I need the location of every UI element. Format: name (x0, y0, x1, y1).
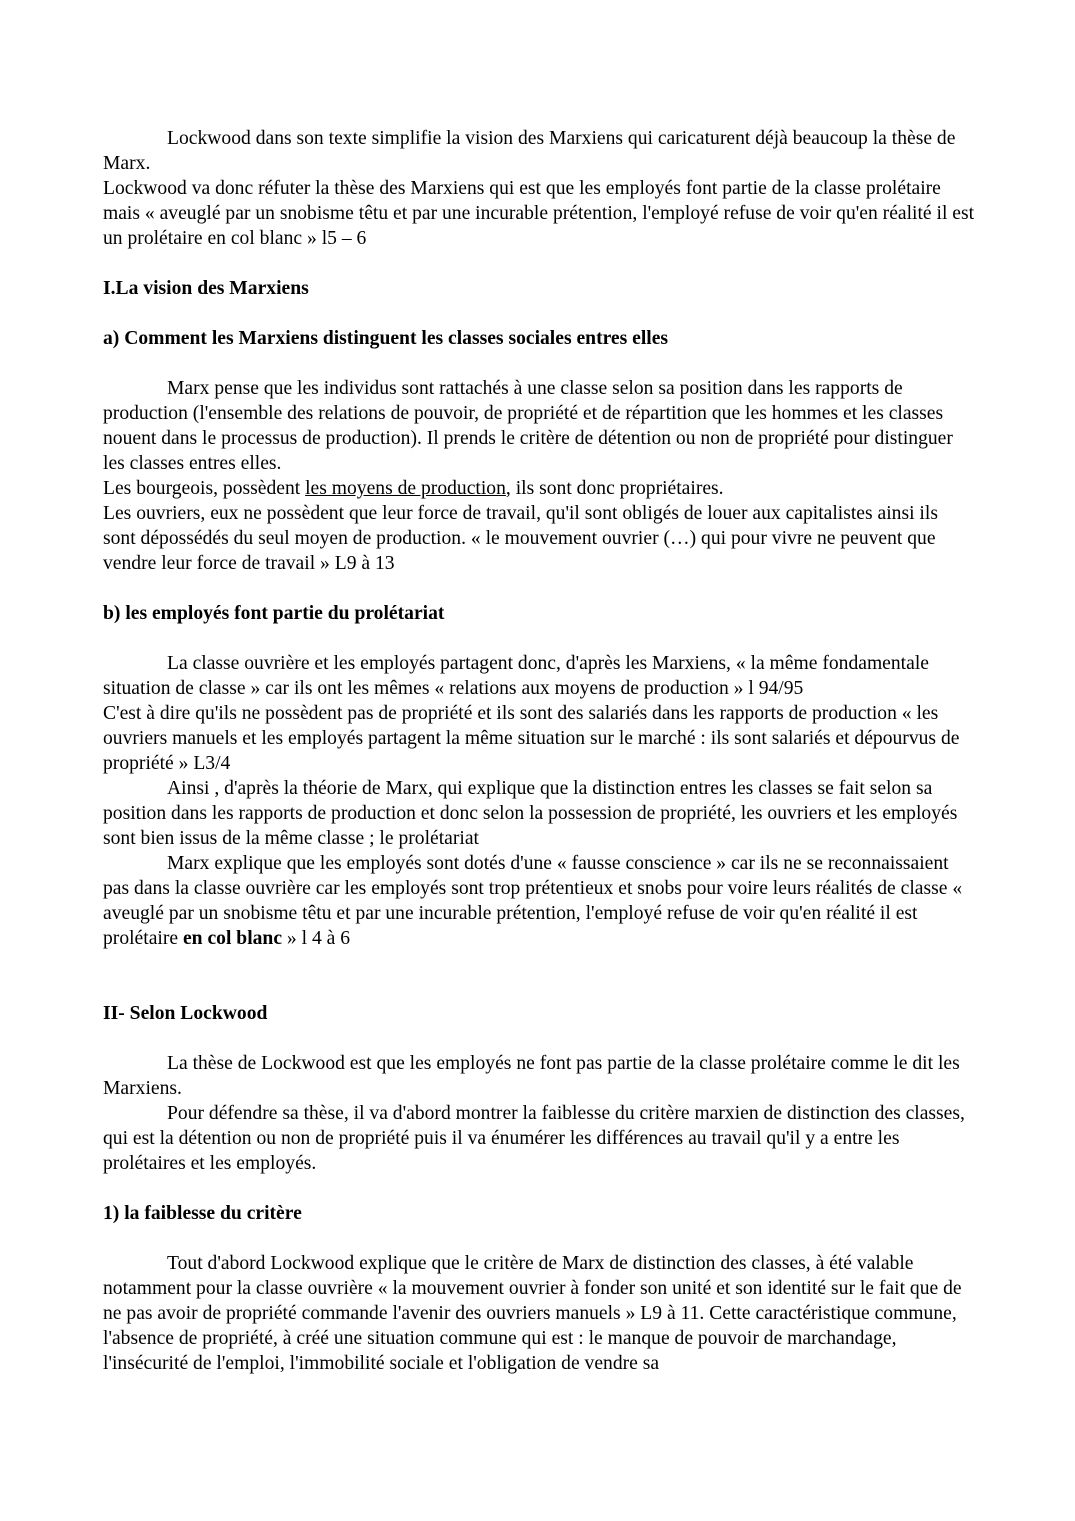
subsection-b-paragraph-3: Ainsi , d'après la théorie de Marx, qui explique que la distinction entres les classes se fait selon sa position dans les rapports de production et donc selon la possession de propriété, les ouvriers et les employés sont bien issus de la même classe ; le prolétariat (103, 778, 958, 849)
subsection-a-paragraph-2 (103, 476, 975, 501)
subsection-a-paragraph-3: Les ouvriers, eux ne possèdent que leur force de travail, qu'il sont obligés de louer aux capitalistes ainsi ils sont dépossédés du seul moyen de production. « le mouvement ouvrier (…) qui pour vivre ne peuvent que vendre leur force de travail » L9 à 13 (103, 503, 938, 574)
subsection-1-heading: 1) la faiblesse du critère (103, 1203, 302, 1224)
marx-text: Marx explique que les employés sont dotés d'une « fausse conscience » car ils ne se reconnaissaient pas dans la classe ouvrière car les employés sont trop prétentieux et snobs pour voire leurs réalités de classe « aveuglé par un snobisme têtu et par une incurable prétention, l'employé refuse de voir qu'en réalité il est prolétaire (103, 853, 963, 949)
intro-paragraph-1: Lockwood dans son texte simplifie la vision des Marxiens qui caricaturent déjà beaucoup la thèse de Marx. (103, 128, 956, 174)
subsection-b-heading: b) les employés font partie du prolétariat (103, 603, 445, 624)
section-1-heading: I.La vision des Marxiens (103, 278, 309, 299)
subsection-a-heading: a) Comment les Marxiens distinguent les classes sociales entres elles (103, 328, 669, 349)
subsection-b-paragraph-2: C'est à dire qu'ils ne possèdent pas de propriété et ils sont des salariés dans les rapports de production « les ouvriers manuels et les employés partagent la même situation sur le marché : ils sont salariés et dépourvus de propriété » L3/4 (103, 703, 960, 774)
subsection-a-paragraph-1: Marx pense que les individus sont rattachés à une classe selon sa position dans les rapports de production (l'ensemble des relations de pouvoir, de propriété et de répartition que les hommes et les classes nouent dans le processus de production). Il prends le critère de détention ou non de propriété pour distinguer les classes entres elles. (103, 378, 953, 474)
section-2-heading: II- Selon Lockwood (103, 1003, 268, 1024)
bold-phrase: en col blanc (182, 928, 283, 949)
section-2-paragraph-2: Pour défendre sa thèse, il va d'abord montrer la faiblesse du critère marxien de distinction des classes, qui est la détention ou non de propriété puis il va énumérer les différences au travail qu'il y a entre les prolétaires et les employés. (103, 1103, 965, 1174)
section-2-paragraph-1: La thèse de Lockwood est que les employés ne font pas partie de la classe prolétaire comme le dit les Marxiens. (103, 1053, 960, 1099)
underlined-phrase: les moyens de production (305, 478, 506, 499)
subsection-1-paragraph-1: Tout d'abord Lockwood explique que le critère de Marx de distinction des classes, à été valable notamment pour la classe ouvrière « la mouvement ouvrier à fonder son unité et son identité sur le fait que de ne pas avoir de propriété commande l'avenir des ouvriers manuels » L9 à 11. Cette caractéristique commune, l'absence de propriété, à créé une situation commune qui est : le manque de pouvoir de marchandage, l'insécurité de l'emploi, l'immobilité sociale et l'obligation de vendre sa (103, 1253, 962, 1374)
marx-text-end: » l 4 à 6 (282, 928, 351, 949)
document-page (103, 126, 975, 1376)
intro-paragraph-2: Lockwood va donc réfuter la thèse des Marxiens qui est que les employés font partie de la classe prolétaire mais « aveuglé par un snobisme têtu et par une incurable prétention, l'employé refuse de voir qu'en réalité il est un prolétaire en col blanc » l5 – 6 (103, 178, 975, 249)
bourgeois-text: Les bourgeois, possèdent (103, 478, 306, 499)
bourgeois-text-end: , ils sont donc propriétaires. (505, 478, 724, 499)
subsection-b-paragraph-1: La classe ouvrière et les employés partagent donc, d'après les Marxiens, « la même fondamentale situation de classe » car ils ont les mêmes « relations aux moyens de production » l 94/95 (103, 653, 929, 699)
subsection-b-paragraph-4 (103, 851, 975, 951)
